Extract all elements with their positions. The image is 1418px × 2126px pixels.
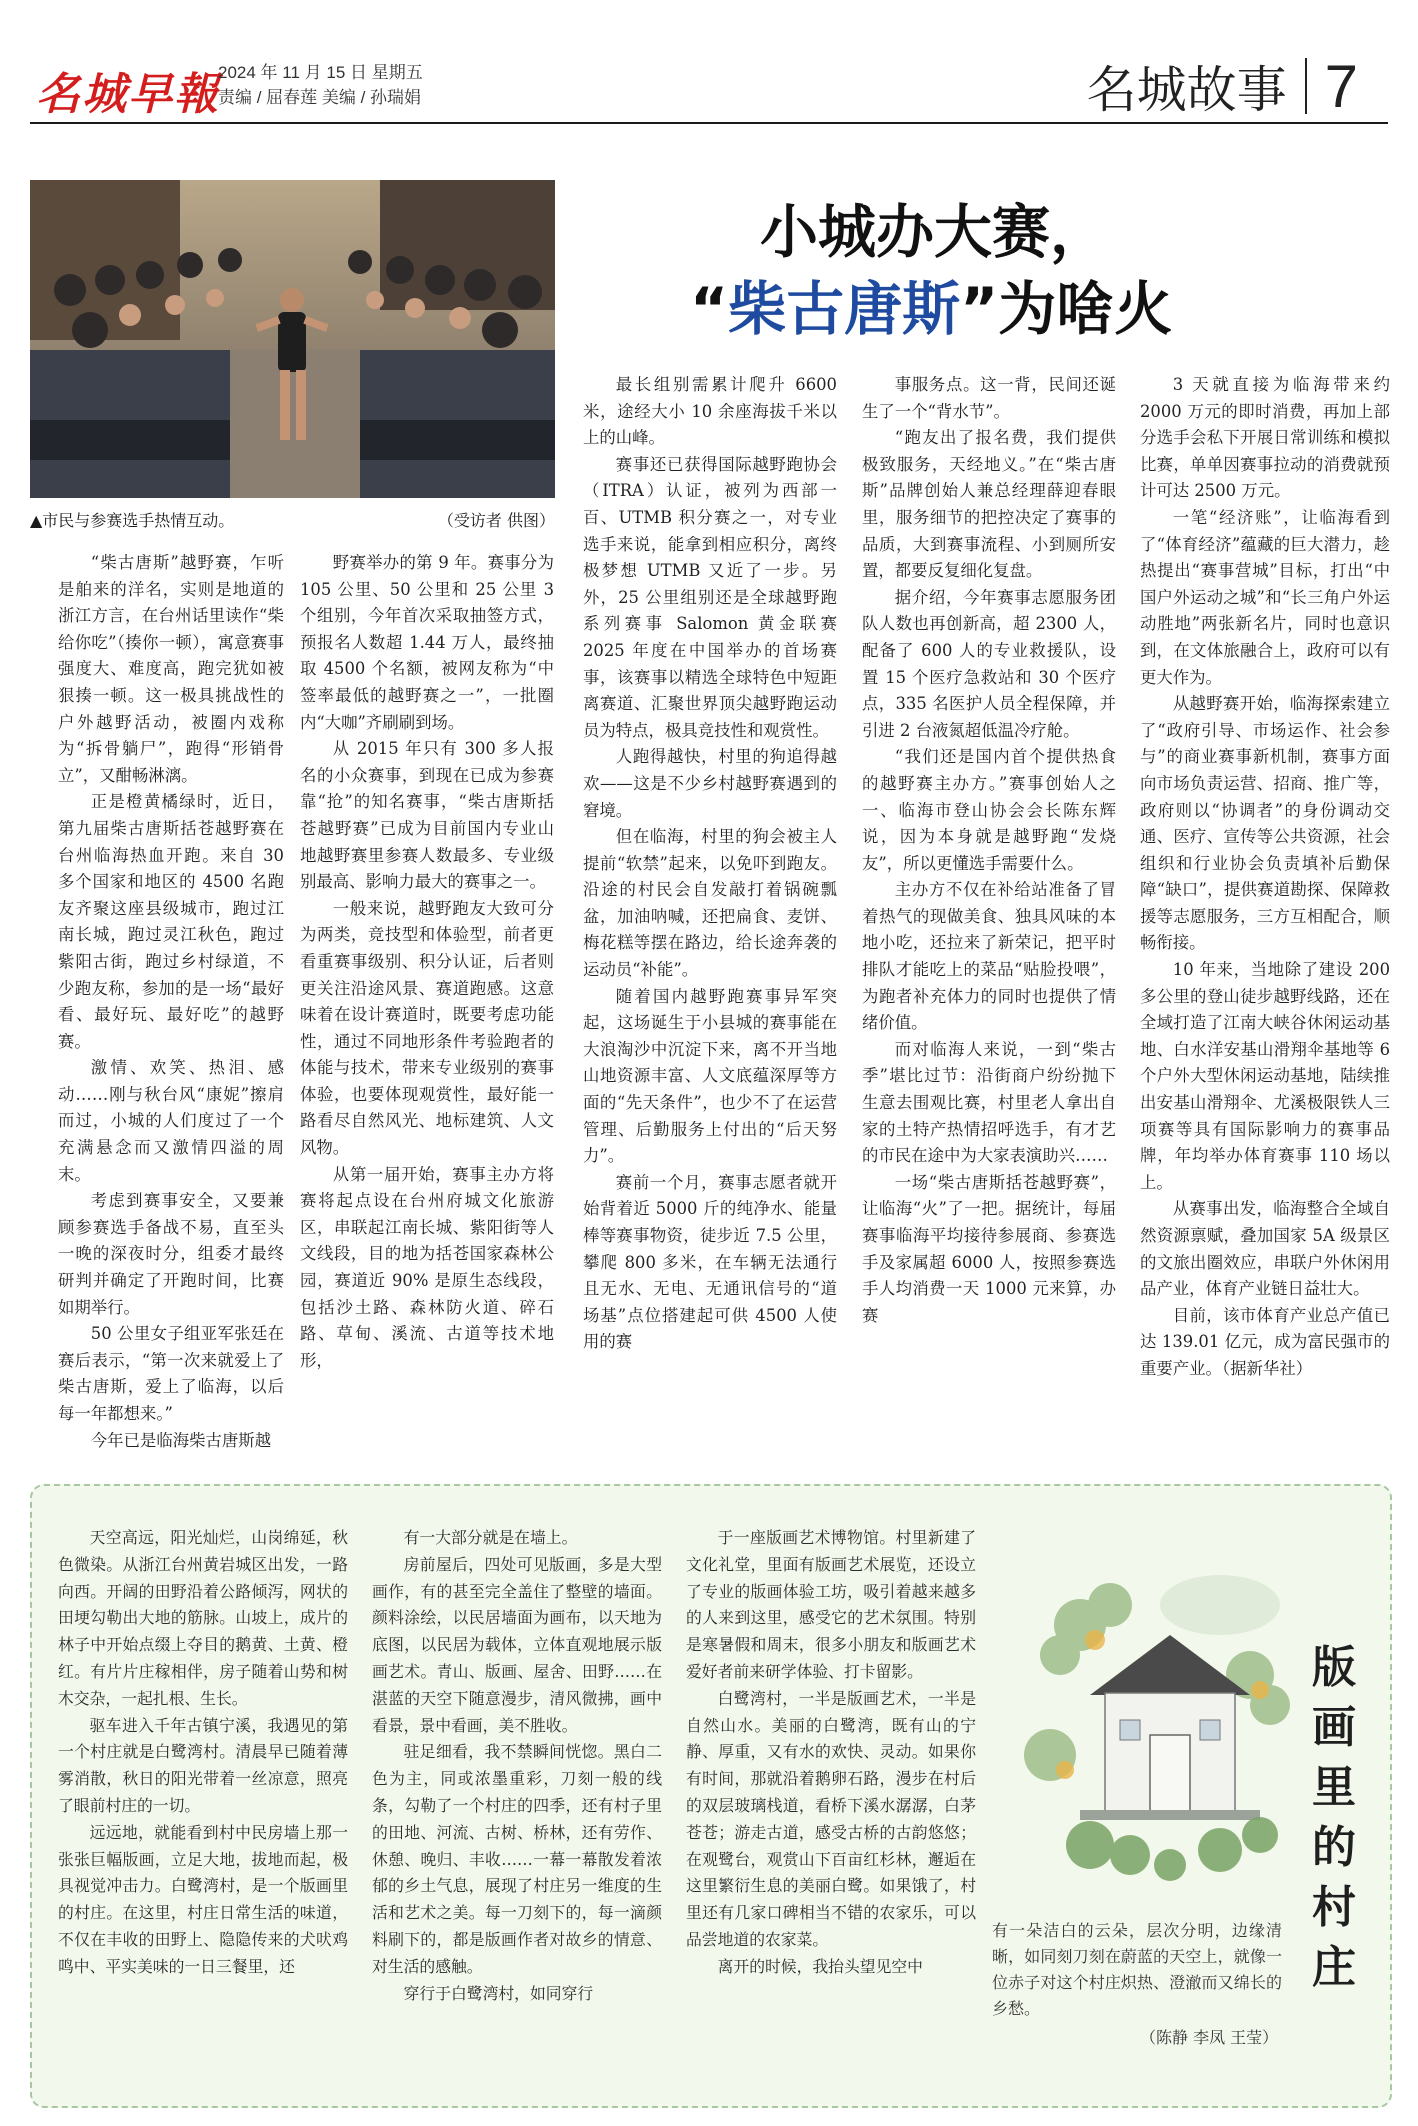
essay-title: 版画里的村庄 bbox=[1312, 1642, 1356, 1993]
essay-illustration-caption: 有一朵洁白的云朵，层次分明，边缘清晰，如同刻刀刻在蔚蓝的天空上，就像一位赤子对这个村庄炽热、澄澈而又绵长的乡愁。 bbox=[992, 1921, 1282, 2018]
crowd-photo bbox=[30, 180, 555, 498]
essay-credit: （陈静 李凤 王莹） bbox=[1140, 2028, 1279, 2047]
paragraph: 一般来说，越野跑友大致可分为两类，竞技型和体验型，前者更看重赛事级别、积分认证，后者则更关注沿途风景、赛道跑感。这意味着在设计赛道时，既要考虑功能性，通过不同地形条件考验跑者的体能与技术，带来专业级别的赛事体验，也要体现观赏性，最好能一路看尽自然风光、地标建筑、人文风物。 bbox=[300, 898, 554, 1158]
paragraph: 但在临海，村里的狗会被主人提前“软禁”起来，以免吓到跑友。沿途的村民会自发敲打着锅碗瓢盆，加油呐喊，还把扁食、麦饼、梅花糕等摆在路边，给长途奔袭的运动员“补能”。 bbox=[583, 827, 837, 980]
section-title: 名城故事 bbox=[1086, 62, 1287, 118]
paragraph: 驻足细看，我不禁瞬间恍惚。黑白二色为主，同或浓墨重彩，刀刻一般的线条，勾勒了一个村庄的四季，还有村子里的田地、河流、古树、桥林，还有劳作、休憩、晚归、丰收……一幕一幕散发着浓郁的乡土气息，展现了村庄另一维度的生活和艺术之美。每一刀刻下的，每一滴颜料刷下的，都是版画作者对故乡的情意、对生活的感触。 bbox=[372, 1742, 662, 1976]
paragraph: 10 年来，当地除了建设 200 多公里的登山徒步越野线路，还在全域打造了江南大峡谷休闲运动基地、白水洋安基山滑翔伞基地等 6 个户外大型休闲运动基地，陆续推出安基山滑翔伞、尤溪极限铁人三项赛等具有国际影响力的赛事品牌，年均举办体育赛事 110 场以上。 bbox=[1140, 960, 1390, 1192]
headline-highlight: 柴古唐斯 bbox=[728, 275, 961, 343]
paragraph: 正是橙黄橘绿时，近日，第九届柴古唐斯括苍越野赛在台州临海热血开跑。来自 30 多个国家和地区的 4500 名跑友齐聚这座县级城市，跑过江南长城，跑过灵江秋色，跑过紫阳古街，跑过乡村绿道，不少跑友称，参加的是一场“最好看、最好玩、最好吃”的越野赛。 bbox=[58, 792, 284, 1051]
paragraph: 一场“柴古唐斯括苍越野赛”，让临海“火”了一把。据统计，每届赛事临海平均接待参展商、参赛选手及家属超 6000 人，按照参赛选手人均消费一天 1000 元来算，办赛 bbox=[862, 1172, 1116, 1325]
paragraph: 3 天就直接为临海带来约 2000 万元的即时消费，再加上部分选手会私下开展日常训练和模拟比赛，单单因赛事拉动的消费就预计可达 2500 万元。 bbox=[1140, 375, 1390, 501]
section-header bbox=[1087, 50, 1358, 122]
paragraph: 从第一届开始，赛事主办方将赛将起点设在台州府城文化旅游区，串联起江南长城、紫阳街等人文线段，目的地为括苍国家森林公园，赛道近 90% 是原生态线段，包括沙土路、森林防火道、碎石路、草甸、溪流、古道等技术地形， bbox=[300, 1164, 554, 1370]
article-column-2 bbox=[300, 550, 554, 1374]
header-meta bbox=[218, 60, 423, 110]
crowd-photo-illustration bbox=[30, 180, 555, 498]
page-number: 7 bbox=[1324, 52, 1358, 120]
paragraph: “我们还是国内首个提供热食的越野赛主办方。”赛事创始人之一、临海市登山协会会长陈东辉说，因为本身就是越野跑“发烧友”，所以更懂选手需要什么。 bbox=[862, 747, 1116, 873]
village-watercolor-icon bbox=[1020, 1555, 1300, 1915]
paragraph: 穿行于白鹭湾村，如同穿行 bbox=[403, 1983, 594, 2003]
essay-column-2 bbox=[372, 1525, 662, 2007]
paragraph: “柴古唐斯”越野赛，乍听是舶来的洋名，实则是地道的浙江方言，在台州话里读作“柴给你吃”（揍你一顿），寓意赛事强度大、难度高，跑完犹如被狠揍一顿。这一极具挑战性的户外越野活动，被圈内戏称为“拆骨躺尸”，跑得“形销骨立”，又酣畅淋漓。 bbox=[58, 553, 284, 785]
paragraph: 事服务点。这一背，民间还诞生了一个“背水节”。 bbox=[862, 375, 1116, 421]
paragraph: 人跑得越快，村里的狗追得越欢——这是不少乡村越野赛遇到的窘境。 bbox=[583, 747, 837, 820]
headline-quote-open: “ bbox=[690, 275, 729, 343]
paragraph: 随着国内越野跑赛事异军突起，这场诞生于小县城的赛事能在大浪淘沙中沉淀下来，离不开当地山地资源丰富、人文底蕴深厚等方面的“先天条件”，也少不了在运营管理、后勤服务上付出的“后天努力”。 bbox=[583, 986, 837, 1166]
paragraph: 野赛举办的第 9 年。赛事分为 105 公里、50 公里和 25 公里 3 个组别，今年首次采取抽签方式，预报名人数超 1.44 万人，最终抽取 4500 个名额，被网友称为“中签率最低的越野赛之一”，一批圈内“大咖”齐刷刷到场。 bbox=[300, 553, 554, 732]
essay-column-3 bbox=[686, 1525, 976, 1981]
headline-line-1: 小城办大赛， bbox=[760, 198, 1109, 266]
paragraph: “跑友出了报名费，我们提供极致服务，天经地义。”在“柴古唐斯”品牌创始人兼总经理薛迎春眼里，服务细节的把控决定了赛事的品质，大到赛事流程、小到厕所安置，都要反复细化复盘。 bbox=[862, 428, 1116, 581]
newspaper-logo: 名城早報 bbox=[36, 69, 220, 120]
paragraph: 从 2015 年只有 300 多人报名的小众赛事，到现在已成为参赛靠“抢”的知名赛事，“柴古唐斯括苍越野赛”已成为目前国内专业山地越野赛里参赛人数最多、专业级别最高、影响力最大的赛事之一。 bbox=[300, 739, 554, 892]
paragraph: 白鹭湾村，一半是版画艺术，一半是自然山水。美丽的白鹭湾，既有山的宁静、厚重，又有水的欢快、灵动。如果你有时间，那就沿着鹅卵石路，漫步在村后的双层玻璃栈道，看桥下溪水潺潺，白茅苍苍；游走古道，感受古桥的古韵悠悠；在观鹭台，观赏山下百亩红杉林，邂逅在这里繁衍生息的美丽白鹭。如果饿了，村里还有几家口碑相当不错的农家乐，可以品尝地道的农家菜。 bbox=[686, 1688, 976, 1949]
paragraph: 今年已是临海柴古唐斯越 bbox=[90, 1430, 272, 1450]
article-column-1 bbox=[58, 550, 284, 1454]
paragraph: 50 公里女子组亚军张廷在赛后表示，“第一次来就爱上了柴古唐斯，爱上了临海，以后每一年都想来。” bbox=[58, 1324, 284, 1423]
photo-credit: （受访者 供图） bbox=[437, 511, 555, 530]
paragraph: 考虑到赛事安全，又要兼顾参赛选手备战不易，直至头一晚的深夜时分，组委才最终研判并确定了开跑时间，比赛如期举行。 bbox=[58, 1191, 284, 1317]
date-line: 2024 年 11 月 15 日 星期五 bbox=[218, 63, 423, 82]
paragraph: 离开的时候，我抬头望见空中 bbox=[717, 1956, 923, 1976]
paragraph: 远远地，就能看到村中民房墙上那一张张巨幅版画，立足大地，拔地而起，极具视觉冲击力。白鹭湾村，是一个版画里的村庄。在这里，村庄日常生活的味道，不仅在丰收的田野上、隐隐传来的犬吠鸡鸣中、平实美味的一日三餐里，还 bbox=[58, 1822, 348, 1976]
paragraph: 房前屋后，四处可见版画，多是大型画作，有的甚至完全盖住了整壁的墙面。颜料涂绘，以民居墙面为画布，以天地为底图，以民居为载体，立体直观地展示版画艺术。青山、版画、屋舍、田野……在湛蓝的天空下随意漫步，清风微拂，画中看景，景中看画，美不胜收。 bbox=[372, 1554, 662, 1735]
paragraph: 天空高远，阳光灿烂，山岗绵延，秋色微染。从浙江台州黄岩城区出发，一路向西。开阔的田野沿着公路倾泻，网状的田埂勾勒出大地的筋脉。山坡上，成片的林子中开始点缀上夺目的鹅黄、土黄、橙红。有片片庄稼相伴，房子随着山势和树木交杂，一起扎根、生长。 bbox=[58, 1528, 348, 1708]
photo-caption: ▲市民与参赛选手热情互动。 bbox=[30, 511, 235, 530]
paragraph: 据介绍，今年赛事志愿服务团队人数也再创新高，超 2300 人，配备了 600 人的专业救援队，设置 15 个医疗急救站和 30 个医疗点，335 名医护人员全程保障，并引进 2 台液氮超低温冷疗舱。 bbox=[862, 587, 1116, 740]
paragraph: 赛前一个月，赛事志愿者就开始背着近 5000 斤的纯净水、能量棒等赛事物资，徒步近 7.5 公里，攀爬 800 多米，在车辆无法通行且无水、无电、无通讯信号的“道场基”点位搭建起可供 4500 人使用的赛 bbox=[583, 1172, 837, 1352]
paragraph: 于一座版画艺术博物馆。村里新建了文化礼堂，里面有版画艺术展览，还设立了专业的版画体验工坊，吸引着越来越多的人来到这里，感受它的艺术氛围。特别是寒暑假和周末，很多小朋友和版画艺术爱好者前来研学体验、打卡留影。 bbox=[686, 1528, 976, 1681]
article-column-4 bbox=[862, 372, 1116, 1329]
editor-line: 责编 / 屈春莲 美编 / 孙瑞娟 bbox=[218, 88, 422, 107]
article-column-5 bbox=[1140, 372, 1390, 1383]
headline-line-2 bbox=[690, 262, 1172, 346]
section-divider bbox=[1305, 58, 1307, 114]
paragraph: 驱车进入千年古镇宁溪，我遇见的第一个村庄就是白鹭湾村。清晨早已随着薄雾消散，秋日的阳光带着一丝凉意，照亮了眼前村庄的一切。 bbox=[58, 1715, 348, 1815]
village-illustration bbox=[1020, 1555, 1300, 1915]
paragraph: 从赛事出发，临海整合全域自然资源禀赋，叠加国家 5A 级景区的文旅出圈效应，串联户外休闲用品产业，体育产业链日益壮大。 bbox=[1140, 1199, 1390, 1299]
paragraph: 最长组别需累计爬升 6600 米，途经大小 10 余座海拔千米以上的山峰。 bbox=[583, 375, 837, 448]
paragraph: 从越野赛开始，临海探索建立了“政府引导、市场运作、社会参与”的商业赛事新机制，赛事方面向市场负责运营、招商、推广等，政府则以“协调者”的身份调动交通、医疗、宣传等公共资源，社会组织和行业协会负责填补后勤保障“缺口”，提供赛道勘探、保障救援等志愿服务，三方互相配合，顺畅衔接。 bbox=[1140, 694, 1390, 953]
paragraph: 有一大部分就是在墙上。 bbox=[403, 1528, 578, 1547]
paragraph: 主办方不仅在补给站准备了冒着热气的现做美食、独具风味的本地小吃，还拉来了新荣记，把平时排队才能吃上的菜品“贴脸投喂”，为跑者补充体力的同时也提供了情绪价值。 bbox=[862, 880, 1116, 1033]
paragraph: 赛事还已获得国际越野跑协会（ITRA）认证，被列为西部一百、UTMB 积分赛之一，对专业选手来说，能拿到相应积分，离终极梦想 UTMB 又近了一步。另外，25 公里组别还是全球越野跑系列赛事 Salomon 黄金联赛 2025 年度在中国举办的首场赛事，该赛事以精选全球特色中短距离赛道、汇聚世界顶尖越野跑运动员为特点，极具竞技性和观赏性。 bbox=[583, 454, 837, 740]
paragraph: 而对临海人来说，一到“柴古季”堪比过节：沿街商户纷纷抛下生意去围观比赛，村里老人拿出自家的土特产热情招呼选手，有才艺的市民在途中为大家表演助兴…… bbox=[862, 1039, 1116, 1166]
headline-quote-close: ”为啥火 bbox=[960, 275, 1173, 343]
header-rule bbox=[30, 122, 1388, 124]
photo-caption-row bbox=[30, 508, 555, 531]
article-column-3 bbox=[583, 372, 837, 1356]
paragraph: 一笔“经济账”，让临海看到了“体育经济”蕴藏的巨大潜力，趁热提出“赛事营城”目标，打出“中国户外运动之城”和“长三角户外运动胜地”两张新名片，同时也意识到，在文体旅融合上，政府可以有更大作为。 bbox=[1140, 507, 1390, 687]
paragraph: 目前，该市体育产业总产值已达 139.01 亿元，成为富民强市的重要产业。（据新华社） bbox=[1140, 1305, 1390, 1378]
essay-column-1 bbox=[58, 1525, 348, 1981]
paragraph: 激情、欢笑、热泪、感动……刚与秋台风“康妮”擦肩而过，小城的人们度过了一个充满悬念而又激情四溢的周末。 bbox=[58, 1058, 284, 1184]
